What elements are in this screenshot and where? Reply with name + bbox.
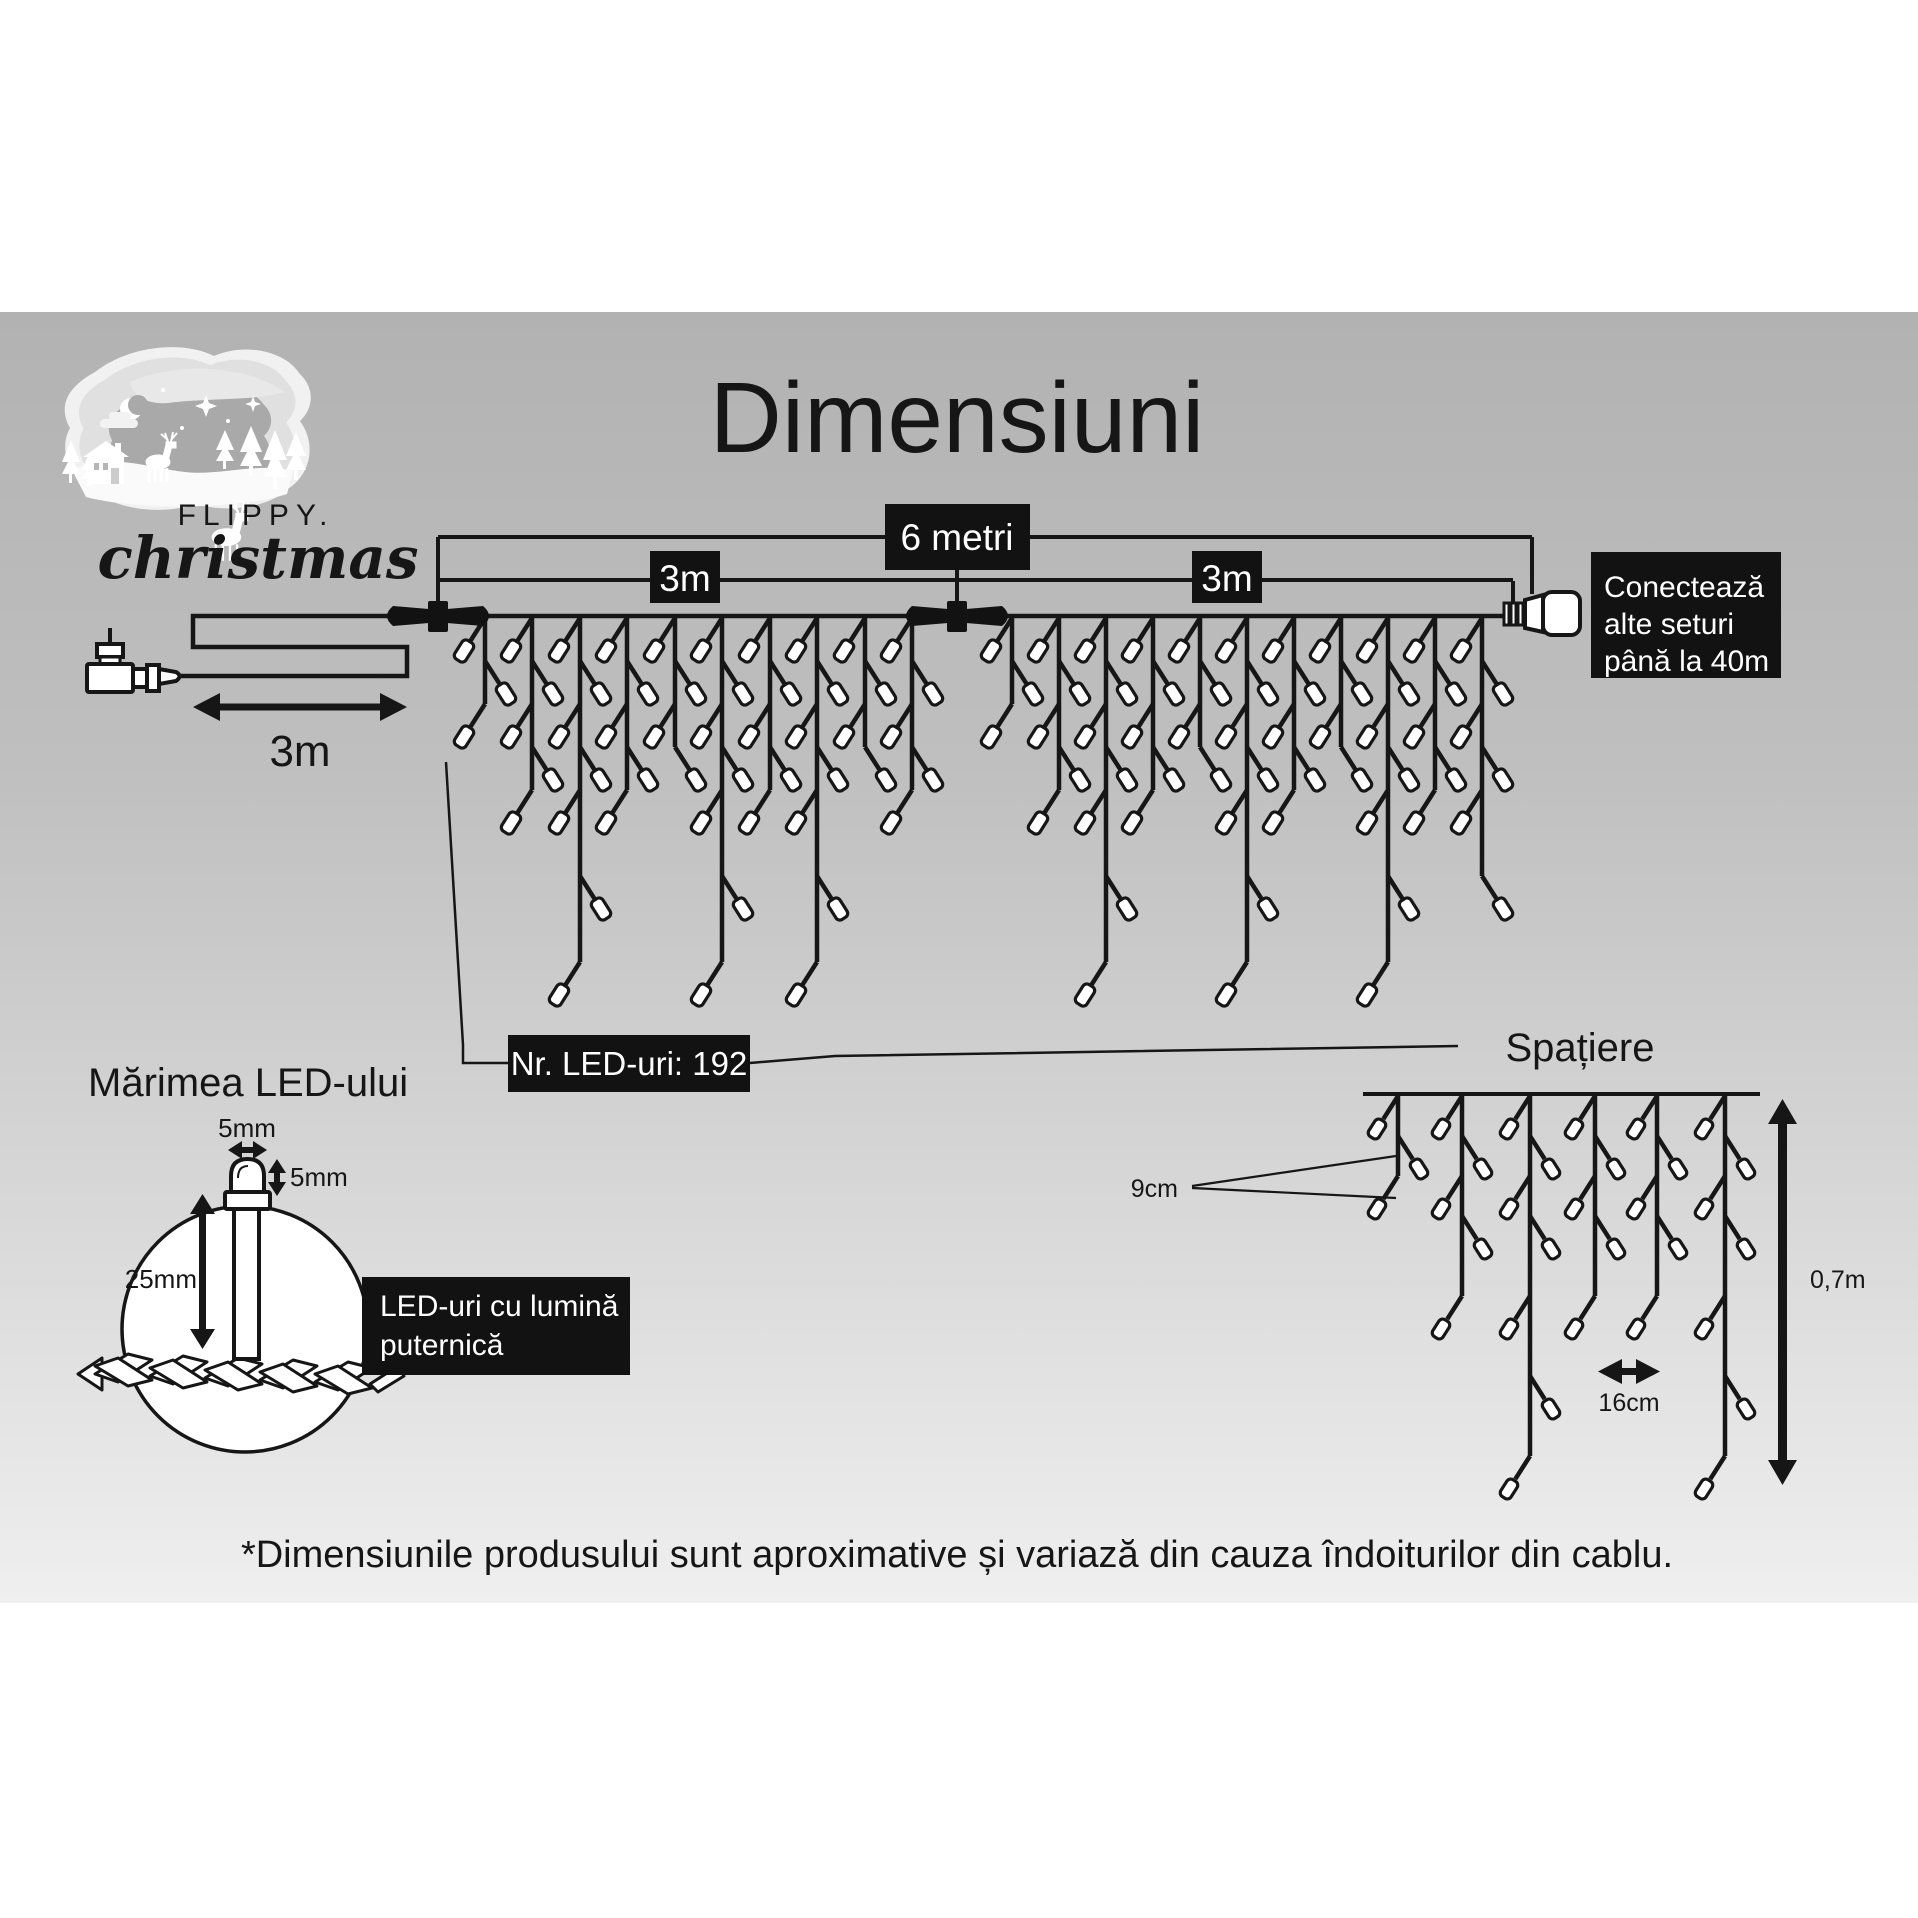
strand-gap-label: 16cm: [1598, 1389, 1660, 1417]
page-title: Dimensiuni: [709, 362, 1205, 474]
cloud-icon: [100, 419, 138, 428]
left-half-callout: [650, 551, 720, 603]
connect-sets-callout: [1591, 552, 1781, 678]
led-note-callout: [362, 1277, 630, 1375]
led-count-label: Nr. LED-uri: 192: [510, 1045, 748, 1082]
left-half-label: 3m: [659, 558, 711, 599]
star-dot: [226, 419, 230, 423]
led-count-callout: [508, 1035, 750, 1092]
led-length-label: 25mm: [124, 1264, 197, 1294]
lead-length-label: 3m: [269, 727, 331, 776]
total-length-label: 6 metri: [900, 517, 1014, 558]
logo-sub-text: christmas: [97, 524, 419, 592]
cloud-icon: [109, 412, 131, 420]
spacing-heading: Spațiere: [1505, 1026, 1655, 1070]
star-dot: [161, 388, 165, 392]
led-size-heading: Mărimea LED-ului: [88, 1061, 409, 1105]
disclaimer-text: *Dimensiunile produsului sunt aproximative și variază din cauza îndoiturilor din cablu.: [240, 1534, 1674, 1576]
star-dot: [180, 426, 184, 430]
led-width-label: 5mm: [218, 1113, 276, 1143]
right-half-callout: [1192, 551, 1262, 603]
drop-height-label: 0,7m: [1810, 1266, 1866, 1294]
right-half-label: 3m: [1201, 558, 1253, 599]
led-height-label: 5mm: [290, 1162, 348, 1192]
connect-sets-line2: alte seturi: [1604, 608, 1735, 641]
led-note-line2: puternică: [380, 1329, 504, 1362]
total-length-callout: [885, 504, 1030, 570]
moon-shadow: [128, 395, 148, 415]
led-note-line1: LED-uri cu lumină: [380, 1290, 619, 1323]
connect-sets-line1: Conectează: [1604, 571, 1765, 604]
connect-sets-line3: până la 40m: [1604, 645, 1770, 678]
led-gap-label: 9cm: [1130, 1175, 1178, 1203]
logo-brand-text: FLIPPY.: [177, 499, 335, 532]
